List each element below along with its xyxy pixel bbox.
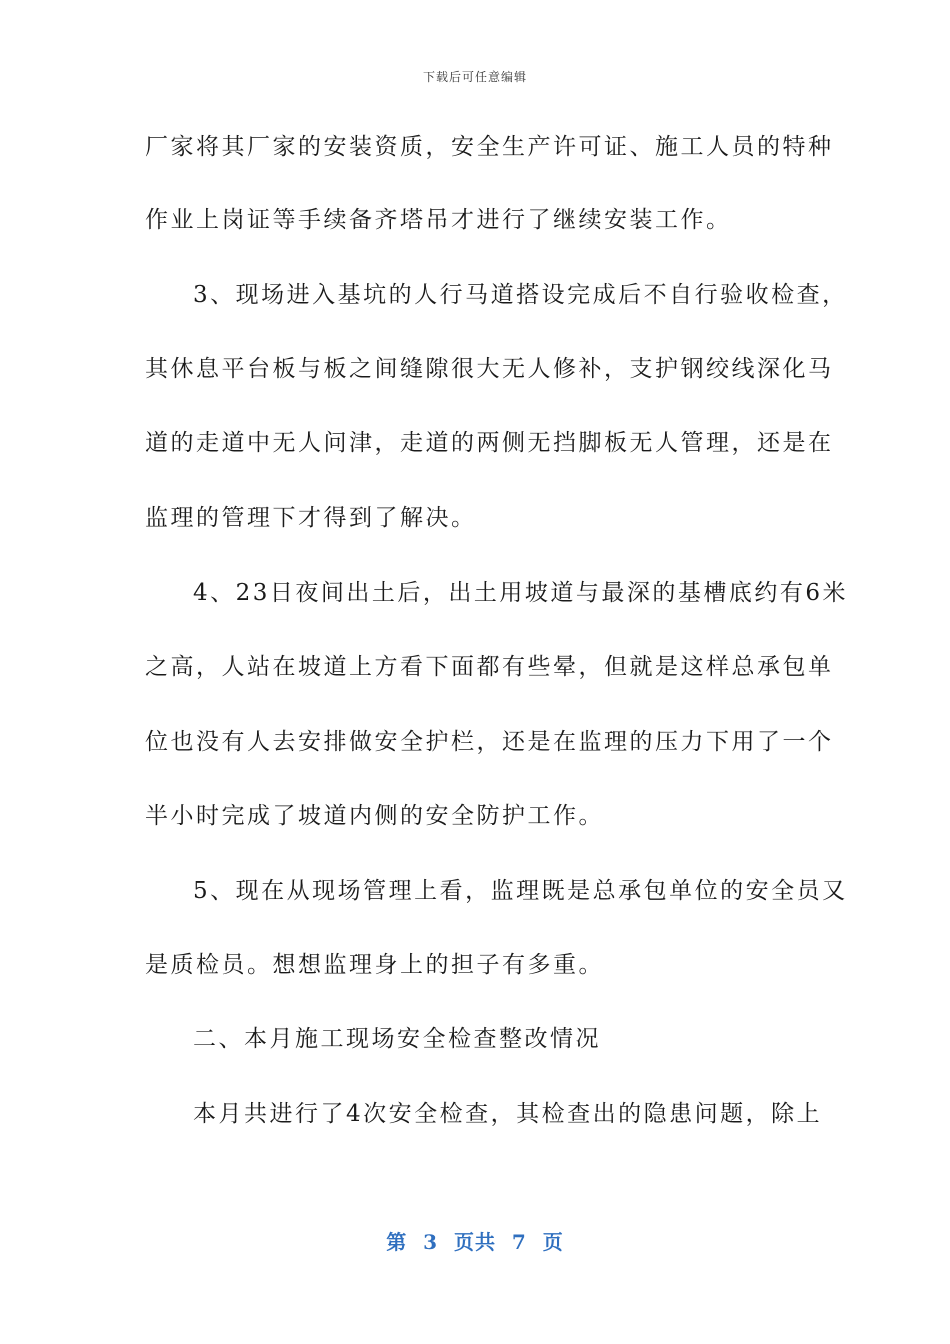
body-line: 作业上岗证等手续备齐塔吊才进行了继续安装工作。 — [145, 207, 732, 233]
body-line: 5、现在从现场管理上看，监理既是总承包单位的安全员又 — [193, 878, 848, 904]
section-heading: 二、本月施工现场安全检查整改情况 — [193, 1026, 601, 1052]
body-line: 3、现场进入基坑的人行马道搭设完成后不自行验收检查， — [193, 282, 848, 308]
body-line: 厂家将其厂家的安装资质，安全生产许可证、施工人员的特种 — [145, 134, 834, 160]
body-line: 道的走道中无人问津，走道的两侧无挡脚板无人管理，还是在 — [145, 430, 834, 456]
body-line: 之高，人站在坡道上方看下面都有些晕，但就是这样总承包单 — [145, 654, 834, 680]
body-line: 监理的管理下才得到了解决。 — [145, 505, 477, 531]
page-number: 第 3 页共 7 页 — [386, 1230, 564, 1254]
body-line: 半小时完成了坡道内侧的安全防护工作。 — [145, 803, 604, 829]
body-line: 是质检员。想想监理身上的担子有多重。 — [145, 952, 604, 978]
body-line: 位也没有人去安排做安全护栏，还是在监理的压力下用了一个 — [145, 729, 834, 755]
body-line: 4、23日夜间出土后，出土用坡道与最深的基槽底约有6米 — [193, 580, 849, 606]
page-header: 下载后可任意编辑 — [422, 70, 527, 84]
body-line: 本月共进行了4次安全检查，其检查出的隐患问题，除上 — [193, 1101, 823, 1127]
body-line: 其休息平台板与板之间缝隙很大无人修补，支护钢绞线深化马 — [145, 356, 834, 382]
